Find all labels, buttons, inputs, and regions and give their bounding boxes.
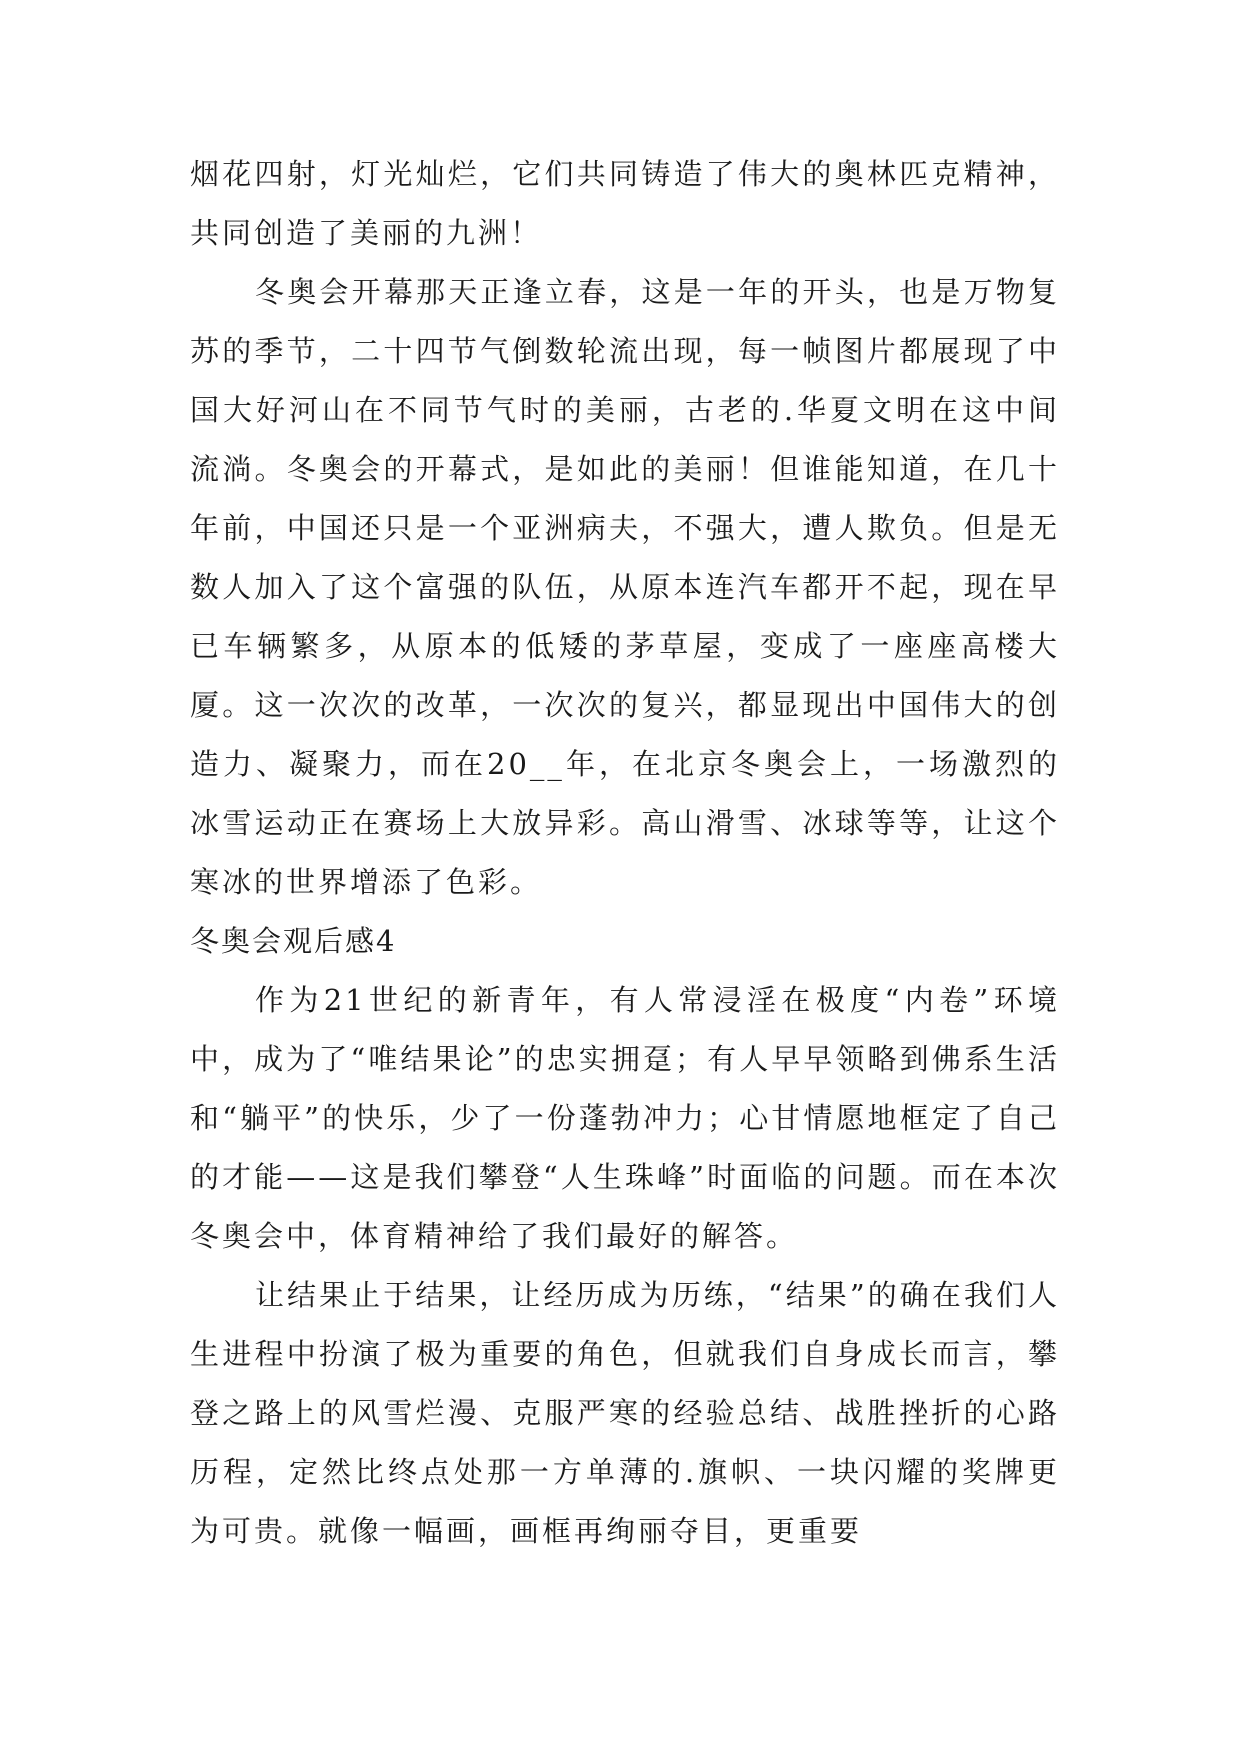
paragraph-opening-ceremony: 冬奥会开幕那天正逢立春，这是一年的开头，也是万物复苏的季节，二十四节气倒数轮流出现，每一帧图片都展现了中国大好河山在不同节气时的美丽，古老的.华夏文明在这中间流淌。冬奥会的开幕式，是如此的美丽！但谁能知道，在几十年前，中国还只是一个亚洲病夫，不强大，遭人欺负。但是无数人加入了这个富强的队伍，从原本连汽车都开不起，现在早已车辆繁多，从原本的低矮的茅草屋，变成了一座座高楼大厦。这一次次的改革，一次次的复兴，都显现出中国伟大的创造力、凝聚力，而在20__年，在北京冬奥会上，一场激烈的冰雪运动正在赛场上大放异彩。高山滑雪、冰球等等，让这个寒冰的世界增添了色彩。 (190, 275, 1060, 899)
section-heading: 冬奥会观后感4 (190, 924, 397, 958)
paragraph-results: 让结果止于结果，让经历成为历练，“结果”的确在我们人生进程中扮演了极为重要的角色，但就我们自身成长而言，攀登之路上的风雪烂漫、克服严寒的经验总结、战胜挫折的心路历程，定然比终点处那一方单薄的.旗帜、一块闪耀的奖牌更为可贵。就像一幅画，画框再绚丽夺目，更重要 (190, 1278, 1060, 1548)
paragraph-fireworks: 烟花四射，灯光灿烂，它们共同铸造了伟大的奥林匹克精神，共同创造了美丽的九洲！ (190, 157, 1060, 250)
document-body (190, 145, 1060, 1561)
paragraph-new-youth: 作为21世纪的新青年，有人常浸淫在极度“内卷”环境中，成为了“唯结果论”的忠实拥趸；有人早早领略到佛系生活和“躺平”的快乐，少了一份蓬勃冲力；心甘情愿地框定了自己的才能——这是我们攀登“人生珠峰”时面临的问题。而在本次冬奥会中，体育精神给了我们最好的解答。 (190, 983, 1060, 1253)
